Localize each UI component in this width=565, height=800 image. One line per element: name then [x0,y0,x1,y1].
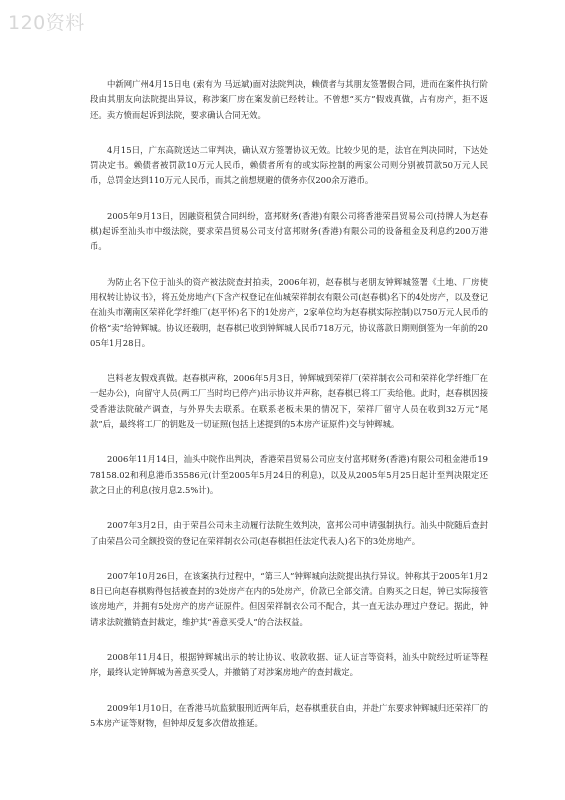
paragraph: 为防止名下位于汕头的资产被法院查封拍卖，2006年初，赵春棋与老朋友钟辉城签署《土地、厂房使用权转让协议书》，将五处房地产(下含产权登记在仙城荣祥制衣有限公司(赵春棋)名下的4处房产，以及登记在汕头市潮南区荣祥化学纤维厂(赵平怀)名下的1处房产，2家单位均为赵春棋实际控制)以750万元人民币的价格“卖”给钟辉城。协议还载明，赵春棋已收到钟辉城人民币718万元，协议落款日期则倒签为一年前的2005年1月28日。 [90,276,488,348]
paragraph: 2007年3月2日，由于荣昌公司未主动履行法院生效判决，富邦公司申请强制执行。汕头中院随后查封了由荣昌公司全额投资的登记在荣祥制衣公司(赵春棋担任法定代表人)名下的3处房地产。 [90,520,488,546]
paragraph: 4月15日，广东高院送达二审判决，确认双方签署协议无效。比较少见的是，法官在判决同时，下达处罚决定书。赖债者被罚款10万元人民币，赖债者所有的或实际控制的两家公司则分别被罚款50万元人民币，总罚金达到110万元人民币，而其之前想规避的债务亦仅200余万港币。 [90,144,488,186]
paragraph: 2008年11月4日，根据钟辉城出示的转让协议、收款收据、证人证言等资料，汕头中院经过听证等程序，最终认定钟辉城为善意买受人，并撤销了对涉案房地产的查封裁定。 [90,652,488,678]
article-body [90,77,488,731]
paragraph: 2007年10月26日，在该案执行过程中，“第三人”钟辉城向法院提出执行异议。钟称其于2005年1月28日已向赵春棋购得包括被查封的3处房产在内的5处房产，价款已全部交清。自购买之日起，钟已实际接管该房地产，并拥有5处房产的房产证原件。但因荣祥制衣公司不配合，其一直无法办理过户登记。据此，钟请求法院撤销查封裁定，维护其“善意买受人”的合法权益。 [90,570,488,627]
paragraph: 中新网广州4月15日电 (索有为 马远斌)面对法院判决，赖债者与其朋友签署假合同，进而在案件执行阶段由其朋友向法院提出异议，称涉案厂房在案发前已经转让。不曾想“买方”假戏真做，占有房产，拒不返还。卖方愤而起诉到法院，要求确认合同无效。 [90,79,488,120]
paragraph: 岂料老友假戏真做。赵春棋声称，2006年5月3日，钟辉城到荣祥厂(荣祥制衣公司和荣祥化学纤维厂在一起办公)，向留守人员(两工厂当时均已停产)出示协议并声称，赵春棋已将工厂卖给他。此时，赵春棋因接受香港法院破产调查，与外界失去联系。在联系老板未果的情况下，荣祥厂留守人员在收到32万元“尾款”后，最终将工厂的钥匙及一切证照(包括上述提到的5本房产证原件)交与钟辉城。 [90,373,488,430]
paragraph: 2006年11月14日，汕头中院作出判决，香港荣昌贸易公司应支付富邦财务(香港)有限公司租金港币1978158.02和利息港币35586元(计至2005年5月24日的利息)，以及从2005年5月25日起计至判决限定还款之日止的利息(按月息2.5%计)。 [90,454,488,495]
paragraph: 2005年9月13日，因融资租赁合同纠纷，富邦财务(香港)有限公司将香港荣昌贸易公司(持牌人为赵春棋)起诉至汕头市中级法院，要求荣昌贸易公司支付富邦财务(香港)有限公司的设备租金及利息约200万港币。 [90,210,488,252]
paragraph: 2009年1月10日，在香港马坑监狱服刑近两年后，赵春棋重获自由，并赴广东要求钟辉城归还荣祥厂的5本房产证等财物，但钟却反复多次借故推延。 [90,702,488,728]
watermark-logo: 120资料 [8,12,85,34]
